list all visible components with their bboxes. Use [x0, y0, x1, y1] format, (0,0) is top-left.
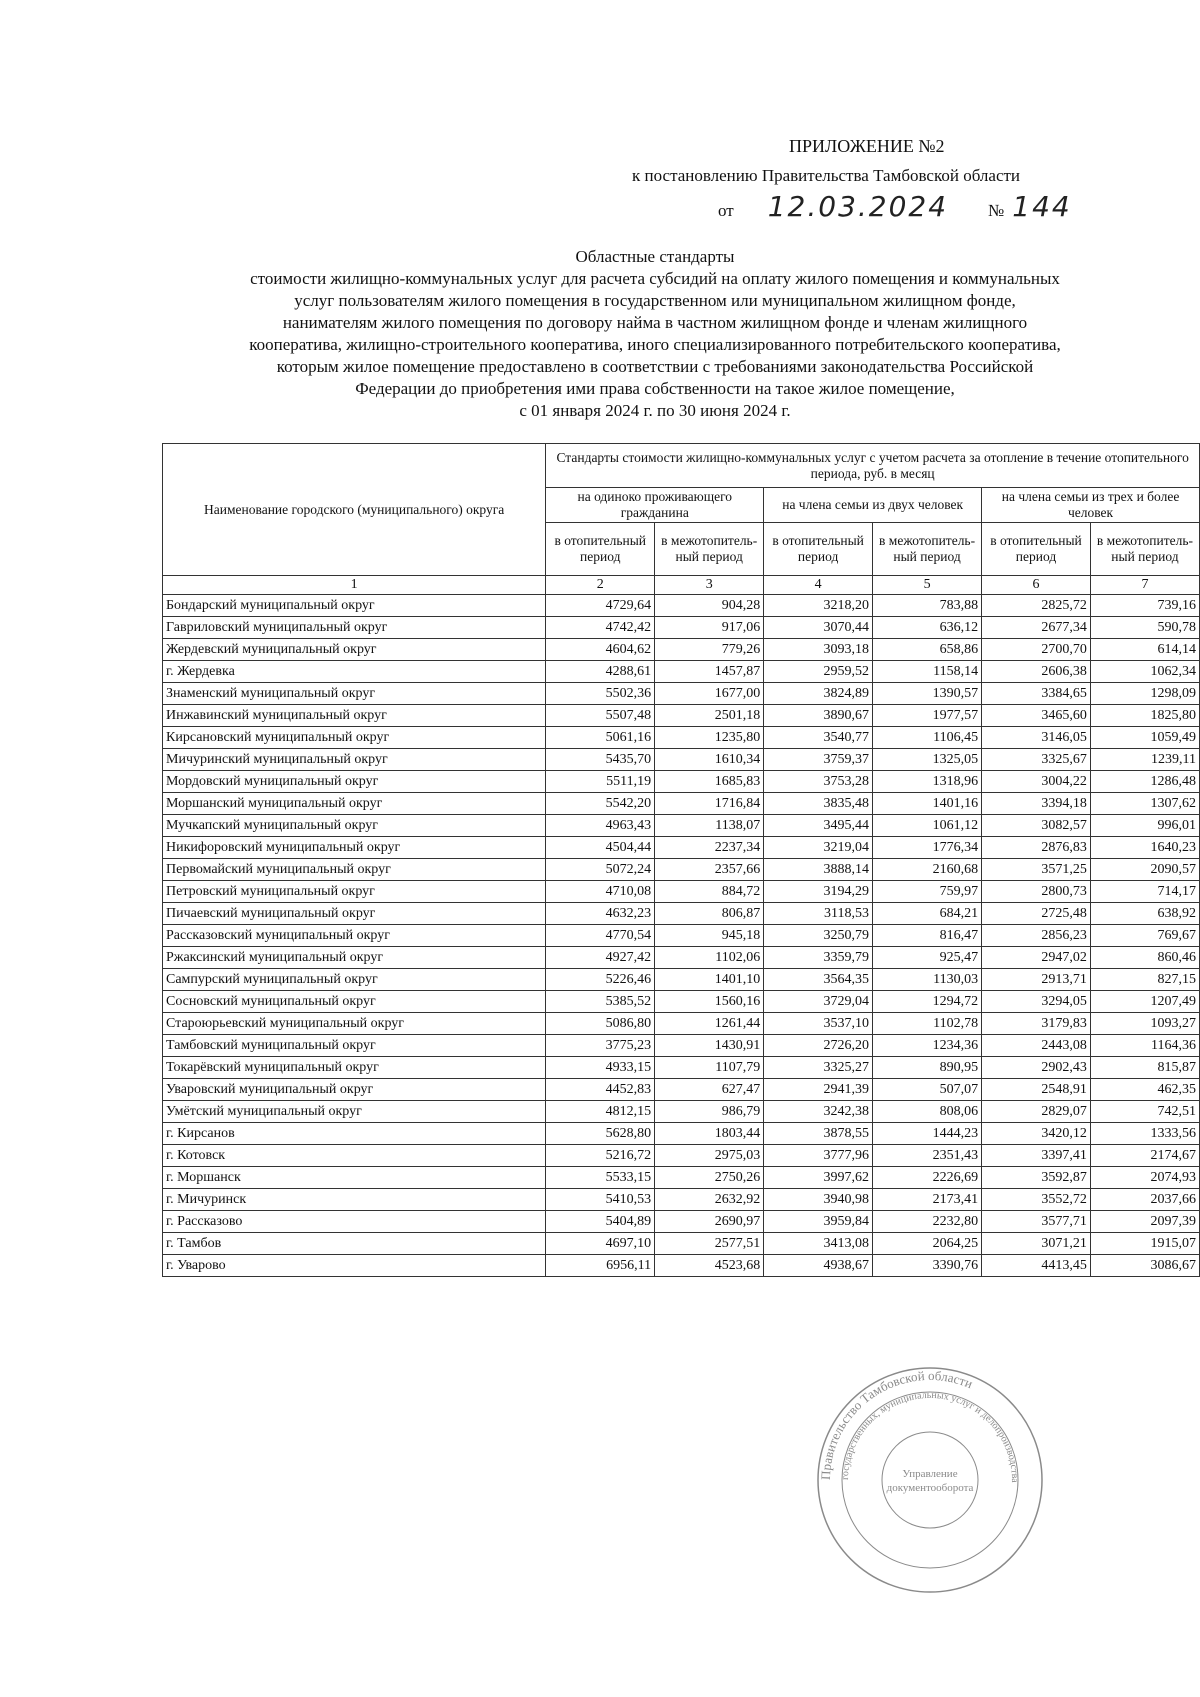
standard-value: 3413,08 [764, 1233, 873, 1255]
standard-value: 614,14 [1090, 639, 1199, 661]
district-name: Гавриловский муниципальный округ [163, 617, 546, 639]
district-name: Пичаевский муниципальный округ [163, 903, 546, 925]
district-name: Жердевский муниципальный округ [163, 639, 546, 661]
standard-value: 1825,80 [1090, 705, 1199, 727]
standard-value: 1239,11 [1090, 749, 1199, 771]
standard-value: 783,88 [873, 595, 982, 617]
standard-value: 1977,57 [873, 705, 982, 727]
standard-value: 2947,02 [982, 947, 1091, 969]
standard-value: 2606,38 [982, 661, 1091, 683]
standard-value: 1325,05 [873, 749, 982, 771]
table-row [163, 1145, 1200, 1167]
period-header: в отопительный период [982, 523, 1091, 576]
table-row [163, 1123, 1200, 1145]
standard-value: 638,92 [1090, 903, 1199, 925]
standard-value: 3146,05 [982, 727, 1091, 749]
standard-value: 1685,83 [655, 771, 764, 793]
standard-value: 2725,48 [982, 903, 1091, 925]
standard-value: 1677,00 [655, 683, 764, 705]
table-row [163, 1101, 1200, 1123]
standard-value: 3753,28 [764, 771, 873, 793]
standard-value: 5410,53 [546, 1189, 655, 1211]
standard-value: 2173,41 [873, 1189, 982, 1211]
standard-value: 2160,68 [873, 859, 982, 881]
decree-reference: к постановлению Правительства Тамбовской области [632, 166, 1021, 185]
table-row [163, 969, 1200, 991]
standard-value: 759,97 [873, 881, 982, 903]
standard-value: 6956,11 [546, 1255, 655, 1277]
standard-value: 3359,79 [764, 947, 873, 969]
district-name: г. Жердевка [163, 661, 546, 683]
standard-value: 1234,36 [873, 1035, 982, 1057]
district-name: Мичуринский муниципальный округ [163, 749, 546, 771]
standard-value: 3959,84 [764, 1211, 873, 1233]
standard-value: 1130,03 [873, 969, 982, 991]
standard-value: 808,06 [873, 1101, 982, 1123]
district-name: Петровский муниципальный округ [163, 881, 546, 903]
title-line: услуг пользователям жилого помещения в государственном или муниципальном жилищном фонде, [294, 291, 1016, 310]
appendix-label: ПРИЛОЖЕНИЕ №2 [789, 136, 945, 156]
standard-value: 890,95 [873, 1057, 982, 1079]
table-row [163, 595, 1200, 617]
standard-value: 658,86 [873, 639, 982, 661]
standard-value: 884,72 [655, 881, 764, 903]
standard-value: 2090,57 [1090, 859, 1199, 881]
district-name: г. Рассказово [163, 1211, 546, 1233]
standard-value: 4452,83 [546, 1079, 655, 1101]
subheader-two: на члена семьи из двух человек [764, 488, 982, 523]
period-header: в отопительный период [764, 523, 873, 576]
standard-value: 4770,54 [546, 925, 655, 947]
standard-value: 1716,84 [655, 793, 764, 815]
standard-value: 1102,78 [873, 1013, 982, 1035]
number-prefix: № [988, 201, 1005, 220]
table-row [163, 617, 1200, 639]
standard-value: 3940,98 [764, 1189, 873, 1211]
standard-value: 3394,18 [982, 793, 1091, 815]
standard-value: 5542,20 [546, 793, 655, 815]
standard-value: 5502,36 [546, 683, 655, 705]
date-prefix: от [718, 201, 734, 220]
standard-value: 2800,73 [982, 881, 1091, 903]
standard-value: 4933,15 [546, 1057, 655, 1079]
table-row [163, 881, 1200, 903]
table-row [163, 1167, 1200, 1189]
standard-value: 3384,65 [982, 683, 1091, 705]
title-line: Федерации до приобретения ими права собственности на такое жилое помещение, [355, 379, 955, 398]
column-header-name: Наименование городского (муниципального) округа [163, 444, 546, 576]
district-name: Токарёвский муниципальный округ [163, 1057, 546, 1079]
standard-value: 1401,10 [655, 969, 764, 991]
standard-value: 1560,16 [655, 991, 764, 1013]
standard-value: 3775,23 [546, 1035, 655, 1057]
standard-value: 2037,66 [1090, 1189, 1199, 1211]
standard-value: 1390,57 [873, 683, 982, 705]
standard-value: 3564,35 [764, 969, 873, 991]
district-name: Никифоровский муниципальный округ [163, 837, 546, 859]
standard-value: 3294,05 [982, 991, 1091, 1013]
standard-value: 2577,51 [655, 1233, 764, 1255]
standard-value: 2856,23 [982, 925, 1091, 947]
title-line: с 01 января 2024 г. по 30 июня 2024 г. [519, 401, 791, 420]
standard-value: 986,79 [655, 1101, 764, 1123]
standard-value: 2097,39 [1090, 1211, 1199, 1233]
standard-value: 3325,67 [982, 749, 1091, 771]
standard-value: 462,35 [1090, 1079, 1199, 1101]
standard-value: 3086,67 [1090, 1255, 1199, 1277]
standard-value: 945,18 [655, 925, 764, 947]
standard-value: 2975,03 [655, 1145, 764, 1167]
standard-value: 3824,89 [764, 683, 873, 705]
standard-value: 1915,07 [1090, 1233, 1199, 1255]
standard-value: 2726,20 [764, 1035, 873, 1057]
district-name: Мучкапский муниципальный округ [163, 815, 546, 837]
standard-value: 2351,43 [873, 1145, 982, 1167]
standard-value: 3888,14 [764, 859, 873, 881]
table-row [163, 683, 1200, 705]
standard-value: 3070,44 [764, 617, 873, 639]
standard-value: 4523,68 [655, 1255, 764, 1277]
standard-value: 3118,53 [764, 903, 873, 925]
district-name: г. Мичуринск [163, 1189, 546, 1211]
standard-value: 2357,66 [655, 859, 764, 881]
district-name: Знаменский муниципальный округ [163, 683, 546, 705]
period-header: в межотопитель-ный период [873, 523, 982, 576]
standard-value: 5061,16 [546, 727, 655, 749]
standard-value: 3577,71 [982, 1211, 1091, 1233]
district-name: Бондарский муниципальный округ [163, 595, 546, 617]
table-row [163, 925, 1200, 947]
district-name: г. Моршанск [163, 1167, 546, 1189]
standard-value: 2750,26 [655, 1167, 764, 1189]
standard-value: 3465,60 [982, 705, 1091, 727]
standard-value: 1093,27 [1090, 1013, 1199, 1035]
standard-value: 3004,22 [982, 771, 1091, 793]
standard-value: 590,78 [1090, 617, 1199, 639]
decree-date: 12.03.2024 [767, 190, 949, 223]
standard-value: 3071,21 [982, 1233, 1091, 1255]
standard-value: 5507,48 [546, 705, 655, 727]
standard-value: 1106,45 [873, 727, 982, 749]
standard-value: 3397,41 [982, 1145, 1091, 1167]
table-row [163, 705, 1200, 727]
district-name: Мордовский муниципальный округ [163, 771, 546, 793]
standard-value: 1164,36 [1090, 1035, 1199, 1057]
period-header: в отопительный период [546, 523, 655, 576]
standard-value: 3082,57 [982, 815, 1091, 837]
standard-value: 2959,52 [764, 661, 873, 683]
standard-value: 4697,10 [546, 1233, 655, 1255]
district-name: Кирсановский муниципальный округ [163, 727, 546, 749]
document-title [160, 246, 1150, 422]
standard-value: 3325,27 [764, 1057, 873, 1079]
standard-value: 4729,64 [546, 595, 655, 617]
title-line: нанимателям жилого помещения по договору найма в частном жилищном фонде и членам жилищного [282, 313, 1028, 332]
district-name: Староюрьевский муниципальный округ [163, 1013, 546, 1035]
standard-value: 769,67 [1090, 925, 1199, 947]
standard-value: 1207,49 [1090, 991, 1199, 1013]
title-line: которым жилое помещение предоставлено в соответствии с требованиями законодательства Российской [276, 357, 1034, 376]
standard-value: 3194,29 [764, 881, 873, 903]
table-row [163, 661, 1200, 683]
table-row [163, 991, 1200, 1013]
table-row [163, 1189, 1200, 1211]
table-row [163, 1035, 1200, 1057]
standard-value: 3777,96 [764, 1145, 873, 1167]
standard-value: 1444,23 [873, 1123, 982, 1145]
standard-value: 1138,07 [655, 815, 764, 837]
column-number: 1 [163, 576, 546, 595]
standard-value: 2913,71 [982, 969, 1091, 991]
standard-value: 5086,80 [546, 1013, 655, 1035]
standard-value: 3218,20 [764, 595, 873, 617]
standard-value: 3890,67 [764, 705, 873, 727]
svg-text:государственных, муниципальных: государственных, муниципальных услуг и делопроизводства [839, 1389, 1021, 1483]
standard-value: 1261,44 [655, 1013, 764, 1035]
svg-text:Правительство Тамбовской облас: Правительство Тамбовской области [817, 1367, 975, 1481]
standard-value: 4938,67 [764, 1255, 873, 1277]
standard-value: 1294,72 [873, 991, 982, 1013]
district-name: Первомайский муниципальный округ [163, 859, 546, 881]
standard-value: 2690,97 [655, 1211, 764, 1233]
group-header: Стандарты стоимости жилищно-коммунальных услуг с учетом расчета за отопление в течение отопительного периода, руб. в месяц [546, 444, 1200, 488]
standard-value: 4710,08 [546, 881, 655, 903]
standard-value: 3835,48 [764, 793, 873, 815]
standard-value: 1235,80 [655, 727, 764, 749]
title-line: Областные стандарты [575, 247, 735, 266]
table-row [163, 859, 1200, 881]
table-row [163, 771, 1200, 793]
district-name: г. Уварово [163, 1255, 546, 1277]
standard-value: 1061,12 [873, 815, 982, 837]
standard-value: 4812,15 [546, 1101, 655, 1123]
standard-value: 827,15 [1090, 969, 1199, 991]
table-row [163, 1079, 1200, 1101]
standard-value: 3093,18 [764, 639, 873, 661]
district-name: Ржаксинский муниципальный округ [163, 947, 546, 969]
standard-value: 3420,12 [982, 1123, 1091, 1145]
standard-value: 3571,25 [982, 859, 1091, 881]
standard-value: 1298,09 [1090, 683, 1199, 705]
standard-value: 3390,76 [873, 1255, 982, 1277]
table-row [163, 903, 1200, 925]
standard-value: 2074,93 [1090, 1167, 1199, 1189]
table-row [163, 1057, 1200, 1079]
standard-value: 507,07 [873, 1079, 982, 1101]
standards-table [162, 443, 1200, 1277]
standard-value: 3242,38 [764, 1101, 873, 1123]
standard-value: 2064,25 [873, 1233, 982, 1255]
table-row [163, 727, 1200, 749]
district-name: г. Котовск [163, 1145, 546, 1167]
standard-value: 4413,45 [982, 1255, 1091, 1277]
decree-date-line [718, 190, 1072, 223]
period-header: в межотопитель-ный период [655, 523, 764, 576]
standard-value: 815,87 [1090, 1057, 1199, 1079]
standard-value: 1307,62 [1090, 793, 1199, 815]
standard-value: 636,12 [873, 617, 982, 639]
standard-value: 5511,19 [546, 771, 655, 793]
standard-value: 5435,70 [546, 749, 655, 771]
district-name: Умётский муниципальный округ [163, 1101, 546, 1123]
standard-value: 3537,10 [764, 1013, 873, 1035]
column-number: 2 [546, 576, 655, 595]
svg-text:Управлениедокументооборота: Управление документооборота [886, 1468, 974, 1494]
table-row [163, 1255, 1200, 1277]
standard-value: 5533,15 [546, 1167, 655, 1189]
standard-value: 2226,69 [873, 1167, 982, 1189]
standard-value: 996,01 [1090, 815, 1199, 837]
district-name: г. Тамбов [163, 1233, 546, 1255]
table-row [163, 947, 1200, 969]
standard-value: 3878,55 [764, 1123, 873, 1145]
table-row [163, 1013, 1200, 1035]
table-row [163, 837, 1200, 859]
standard-value: 5385,52 [546, 991, 655, 1013]
standard-value: 925,47 [873, 947, 982, 969]
standard-value: 4504,44 [546, 837, 655, 859]
district-name: Моршанский муниципальный округ [163, 793, 546, 815]
standard-value: 1430,91 [655, 1035, 764, 1057]
column-number: 6 [982, 576, 1091, 595]
standard-value: 3219,04 [764, 837, 873, 859]
column-number: 3 [655, 576, 764, 595]
standard-value: 4742,42 [546, 617, 655, 639]
standard-value: 4632,23 [546, 903, 655, 925]
standard-value: 904,28 [655, 595, 764, 617]
standard-value: 1803,44 [655, 1123, 764, 1145]
standard-value: 2829,07 [982, 1101, 1091, 1123]
standard-value: 684,21 [873, 903, 982, 925]
column-number: 4 [764, 576, 873, 595]
standard-value: 1776,34 [873, 837, 982, 859]
district-name: Сосновский муниципальный округ [163, 991, 546, 1013]
standard-value: 2548,91 [982, 1079, 1091, 1101]
table-row [163, 793, 1200, 815]
standard-value: 739,16 [1090, 595, 1199, 617]
standard-value: 1640,23 [1090, 837, 1199, 859]
district-name: Сампурский муниципальный округ [163, 969, 546, 991]
district-name: Уваровский муниципальный округ [163, 1079, 546, 1101]
standard-value: 3179,83 [982, 1013, 1091, 1035]
official-stamp [815, 1365, 1045, 1595]
standard-value: 1107,79 [655, 1057, 764, 1079]
table-row [163, 639, 1200, 661]
standard-value: 3552,72 [982, 1189, 1091, 1211]
table-row [163, 815, 1200, 837]
standard-value: 4604,62 [546, 639, 655, 661]
standard-value: 1610,34 [655, 749, 764, 771]
standard-value: 3729,04 [764, 991, 873, 1013]
district-name: г. Кирсанов [163, 1123, 546, 1145]
standard-value: 2825,72 [982, 595, 1091, 617]
standard-value: 1062,34 [1090, 661, 1199, 683]
decree-number: 144 [1012, 190, 1072, 223]
standard-value: 5404,89 [546, 1211, 655, 1233]
district-name: Рассказовский муниципальный округ [163, 925, 546, 947]
standard-value: 860,46 [1090, 947, 1199, 969]
standard-value: 2700,70 [982, 639, 1091, 661]
subheader-three-plus: на члена семьи из трех и более человек [982, 488, 1200, 523]
standard-value: 2902,43 [982, 1057, 1091, 1079]
standard-value: 2443,08 [982, 1035, 1091, 1057]
standard-value: 2237,34 [655, 837, 764, 859]
standard-value: 4288,61 [546, 661, 655, 683]
standard-value: 5628,80 [546, 1123, 655, 1145]
table-row [163, 749, 1200, 771]
standard-value: 5216,72 [546, 1145, 655, 1167]
standard-value: 3495,44 [764, 815, 873, 837]
standard-value: 1102,06 [655, 947, 764, 969]
standard-value: 742,51 [1090, 1101, 1199, 1123]
standard-value: 3540,77 [764, 727, 873, 749]
standard-value: 714,17 [1090, 881, 1199, 903]
standard-value: 5226,46 [546, 969, 655, 991]
district-name: Инжавинский муниципальный округ [163, 705, 546, 727]
standard-value: 1457,87 [655, 661, 764, 683]
standard-value: 3997,62 [764, 1167, 873, 1189]
standard-value: 2501,18 [655, 705, 764, 727]
standard-value: 5072,24 [546, 859, 655, 881]
title-line: кооператива, жилищно-строительного кооператива, иного специализированного потребительского кооператива, [249, 335, 1061, 354]
standard-value: 2632,92 [655, 1189, 764, 1211]
standard-value: 627,47 [655, 1079, 764, 1101]
standard-value: 1401,16 [873, 793, 982, 815]
standard-value: 1158,14 [873, 661, 982, 683]
column-number: 5 [873, 576, 982, 595]
column-number: 7 [1090, 576, 1199, 595]
standard-value: 1059,49 [1090, 727, 1199, 749]
standard-value: 3759,37 [764, 749, 873, 771]
standard-value: 816,47 [873, 925, 982, 947]
standard-value: 779,26 [655, 639, 764, 661]
standard-value: 4963,43 [546, 815, 655, 837]
table-row [163, 1233, 1200, 1255]
standard-value: 3250,79 [764, 925, 873, 947]
district-name: Тамбовский муниципальный округ [163, 1035, 546, 1057]
standard-value: 917,06 [655, 617, 764, 639]
period-header: в межотопитель-ный период [1090, 523, 1199, 576]
standard-value: 2677,34 [982, 617, 1091, 639]
standard-value: 1333,56 [1090, 1123, 1199, 1145]
standard-value: 4927,42 [546, 947, 655, 969]
table-row [163, 1211, 1200, 1233]
standard-value: 806,87 [655, 903, 764, 925]
standard-value: 3592,87 [982, 1167, 1091, 1189]
standard-value: 2232,80 [873, 1211, 982, 1233]
standard-value: 2174,67 [1090, 1145, 1199, 1167]
title-line: стоимости жилищно-коммунальных услуг для расчета субсидий на оплату жилого помещения и коммунальных [250, 269, 1060, 288]
standard-value: 2876,83 [982, 837, 1091, 859]
subheader-single: на одиноко проживающего гражданина [546, 488, 764, 523]
standard-value: 1286,48 [1090, 771, 1199, 793]
standard-value: 1318,96 [873, 771, 982, 793]
standard-value: 2941,39 [764, 1079, 873, 1101]
